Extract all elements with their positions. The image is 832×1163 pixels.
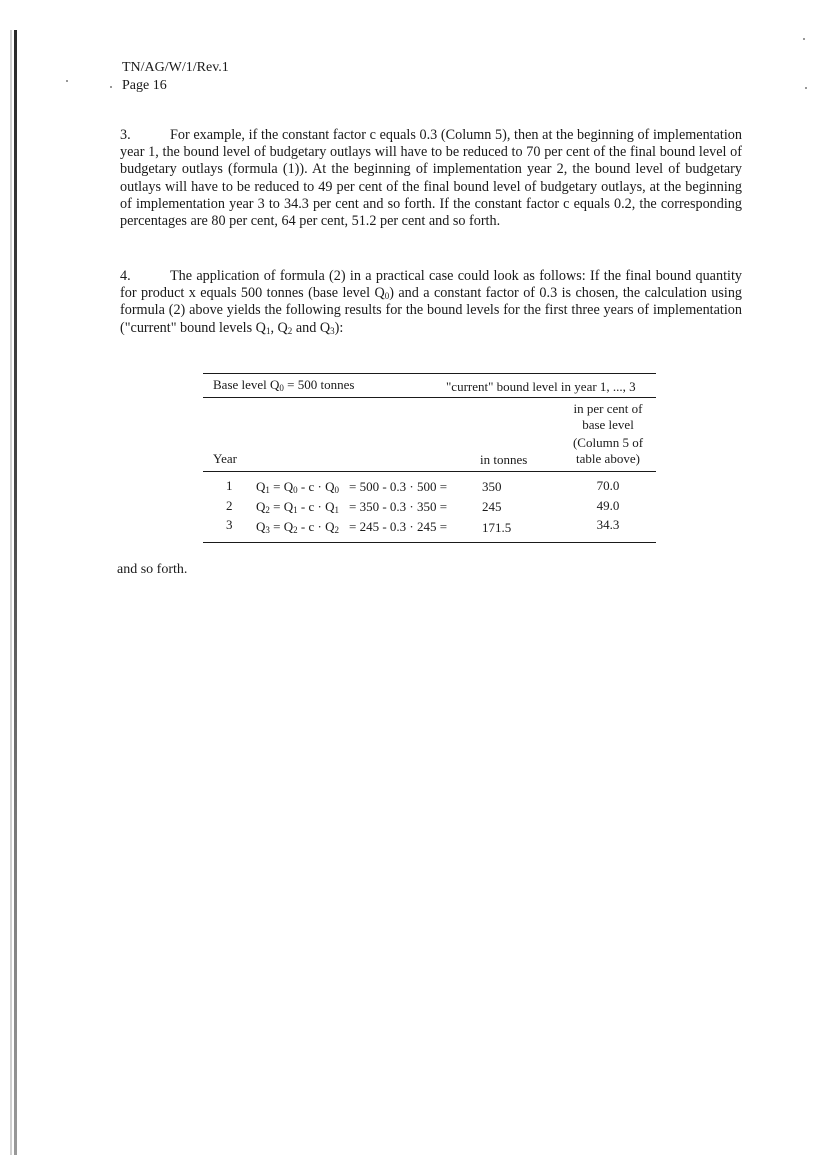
paragraph-3 (120, 127, 742, 230)
percent-column-header: in per cent of base level (Column 5 of table above) (572, 401, 644, 466)
closing-text: and so forth. (117, 562, 188, 577)
paragraph-text: The application of formula (2) in a practical case could look as follows: If the final bound quantity for product x equals 500 tonnes (base level Q (120, 268, 742, 302)
current-bound-header: "current" bound level in year 1, ..., 3 (446, 379, 636, 394)
base-level-label: Base level $Q_0 = 500$ tonnes (213, 377, 355, 393)
year-column-header: Year (213, 451, 237, 466)
paragraph-number: 4. (120, 268, 131, 284)
table-bottom-rule (203, 542, 656, 543)
paragraph-number: 3. (120, 127, 131, 143)
page-number: Page 16 (122, 78, 167, 93)
scan-speck (66, 80, 68, 82)
paragraph-text: For example, if the constant factor c equals 0.3 (Column 5), then at the beginning of implementation year 1, the bound level of budgetary outlays will have to be reduced to 70 per cent of the final bound level of budgetary outlays (formula (1)). At the beginning of implementation year 2, the bound level of budgetary outlays will have to be reduced to 49 per cent of the final bound level of budgetary outlays, at the beginning of implementation year 3 to 34.3 per cent and so forth. If the constant factor c equals 0.2, the corresponding percentages are 80 per cent, 64 per cent, 51.2 per cent and so forth. (120, 127, 742, 230)
table-header-rule (203, 397, 656, 398)
tonnes-column-header: in tonnes (480, 452, 528, 467)
table-column-rule (203, 471, 656, 472)
table-top-rule (203, 373, 656, 374)
scan-speck (803, 38, 805, 40)
page-header (122, 59, 229, 95)
scan-speck (805, 87, 807, 89)
document-symbol: TN/AG/W/1/Rev.1 (122, 60, 229, 75)
binding-shadow (10, 30, 12, 1155)
binding-edge (14, 30, 17, 1155)
scan-speck (110, 86, 112, 88)
paragraph-4: 4. The application of formula (2) in a practical case could look as follows: If the final bound quantity for product x equals 500 tonnes (base level $Q_0$) and a constant factor of 0.3 is chosen, the calculation using formula (2) above yields the following results for the bound levels for the first three years of implementation ("current" bound levels $Q_1$, $Q_2$ and $Q_3$): (120, 268, 743, 336)
